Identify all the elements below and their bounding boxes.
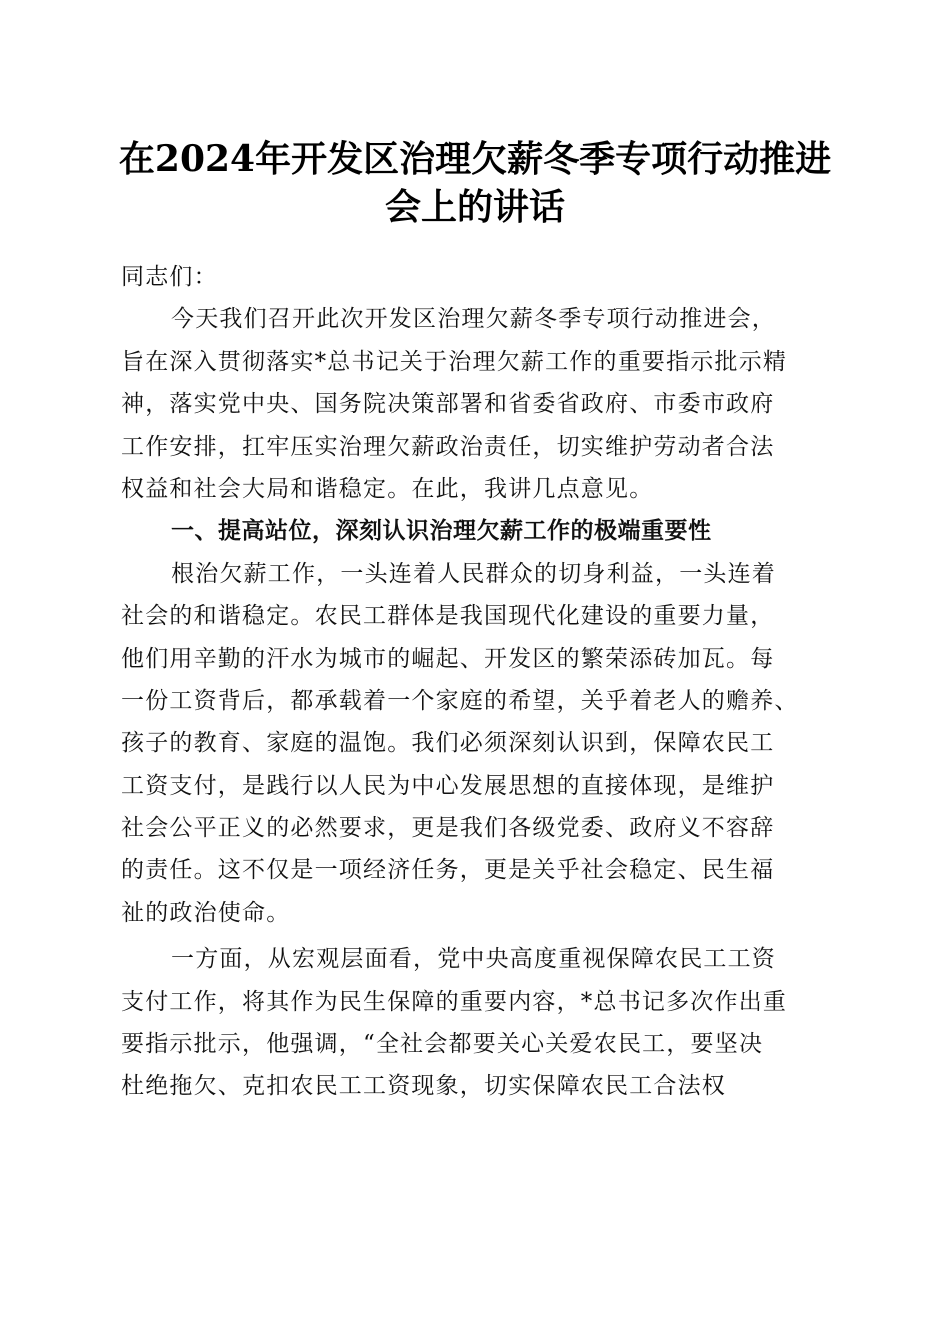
paragraph-line: 旨在深入贯彻落实*总书记关于治理欠薪工作的重要指示批示精 bbox=[121, 348, 788, 375]
paragraph-line: 工资支付，是践行以人民为中心发展思想的直接体现，是维护 bbox=[121, 772, 775, 799]
paragraph-line: 今天我们召开此次开发区治理欠薪冬季专项行动推进会， bbox=[171, 306, 776, 333]
paragraph-line: 神，落实党中央、国务院决策部署和省委省政府、市委市政府 bbox=[121, 391, 775, 418]
paragraph-line: 的责任。这不仅是一项经济任务，更是关乎社会稳定、民生福 bbox=[121, 857, 775, 884]
title-line-2: 会上的讲话 bbox=[384, 186, 565, 228]
paragraph-line: 根治欠薪工作，一头连着人民群众的切身利益，一头连着 bbox=[171, 560, 776, 587]
paragraph-line: 祉的政治使命。 bbox=[121, 899, 291, 926]
title-line-1: 在2024年开发区治理欠薪冬季专项行动推进 bbox=[118, 138, 832, 180]
paragraph-line: 工作安排，扛牢压实治理欠薪政治责任，切实维护劳动者合法 bbox=[121, 433, 775, 460]
document-title bbox=[100, 135, 850, 231]
paragraph-line: 权益和社会大局和谐稳定。在此，我讲几点意见。 bbox=[121, 475, 654, 502]
paragraph-line: 一方面，从宏观层面看，党中央高度重视保障农民工工资 bbox=[171, 946, 776, 973]
paragraph-line: 一份工资背后，都承载着一个家庭的希望，关乎着老人的赡养、 bbox=[121, 687, 799, 714]
salutation: 同志们： bbox=[121, 264, 218, 290]
section1-paragraph-1 bbox=[121, 553, 841, 935]
paragraph-line: 要指示批示，他强调，“全社会都要关心关爱农民工，要坚决 bbox=[121, 1031, 764, 1058]
paragraph-line: 社会的和谐稳定。农民工群体是我国现代化建设的重要力量， bbox=[121, 603, 775, 630]
intro-paragraph bbox=[121, 298, 841, 510]
paragraph-line: 孩子的教育、家庭的温饱。我们必须深刻认识到，保障农民工 bbox=[121, 730, 775, 757]
paragraph-line: 支付工作，将其作为民生保障的重要内容，*总书记多次作出重 bbox=[121, 988, 788, 1015]
section-heading: 一、提高站位，深刻认识治理欠薪工作的极端重要性 bbox=[171, 518, 712, 545]
section1-paragraph-2 bbox=[121, 938, 841, 1108]
document-body bbox=[121, 256, 841, 1108]
paragraph-line: 社会公平正义的必然要求，更是我们各级党委、政府义不容辞 bbox=[121, 815, 775, 842]
paragraph-line: 杜绝拖欠、克扣农民工工资现象，切实保障农民工合法权 bbox=[121, 1073, 726, 1100]
paragraph-line: 他们用辛勤的汗水为城市的崛起、开发区的繁荣添砖加瓦。每 bbox=[121, 645, 775, 672]
